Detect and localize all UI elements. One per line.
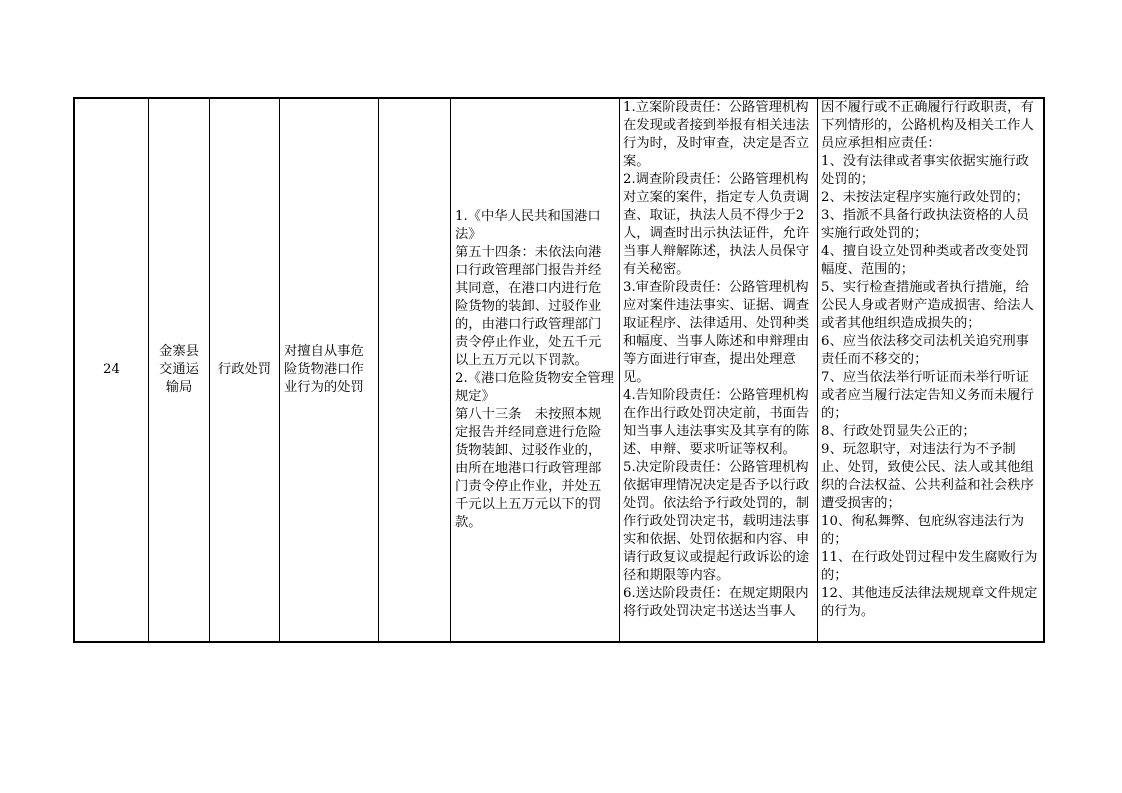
department-name: 金寨县交通运输局 <box>159 344 199 395</box>
legal-basis-line: 第五十四条：未依法向港口行政管理部门报告并经其同意，在港口内进行危险货物的装卸、过驳作业的，由港口行政管理部门责令停止作业，处五千元以上五万元以下罚款。 <box>455 245 602 368</box>
legal-basis-text <box>455 208 614 532</box>
row-number: 24 <box>103 362 120 377</box>
responsibility-text <box>623 99 814 621</box>
responsibility-item: 2.调查阶段责任：公路管理机构对立案的案件，指定专人负责调查、取证，执法人员不得少于2人，调查时出示执法证件，允许当事人辩解陈述，执法人员保守有关秘密。 <box>623 172 810 277</box>
liability-text <box>821 99 1040 621</box>
power-list-table <box>73 97 1045 643</box>
category-cell <box>210 99 279 641</box>
responsibility-cell <box>620 99 817 641</box>
legal-basis-cell <box>451 99 619 641</box>
legal-basis-line: 第八十三条 未按照本规定报告并经同意进行危险货物装卸、过驳作业的，由所在地港口行政管理部门责令停止作业，并处五千元以上五万元以下的罚款。 <box>455 407 602 530</box>
item-name-cell <box>280 99 378 641</box>
liability-item: 3、指派不具备行政执法资格的人员实施行政处罚的； <box>821 208 1029 241</box>
liability-cell <box>818 99 1043 641</box>
responsibility-item: 3.审查阶段责任：公路管理机构应对案件违法事实、证据、调查取证程序、法律适用、处罚种类和幅度、当事人陈述和申辩理由等方面进行审查，提出处理意见。 <box>623 280 810 385</box>
sub-item-cell <box>379 99 450 641</box>
liability-item: 因不履行或不正确履行行政职责，有下列情形的，公路机构及相关工作人员应承担相应责任： <box>821 100 1034 151</box>
row-number-cell <box>75 99 148 641</box>
liability-item: 1、没有法律或者事实依据实施行政处罚的； <box>821 154 1029 187</box>
responsibility-item: 4.告知阶段责任：公路管理机构在作出行政处罚决定前，书面告知当事人违法事实及其享有的陈述、申辩、要求听证等权利。 <box>623 388 810 457</box>
liability-item: 11、在行政处罚过程中发生腐败行为的； <box>821 550 1038 583</box>
liability-item: 12、其他违反法律法规规章文件规定的行为。 <box>821 586 1038 619</box>
responsibility-item: 5.决定阶段责任：公路管理机构依据审理情况决定是否予以行政处罚。依法给予行政处罚的，制作行政处罚决定书，载明违法事实和依据、处罚依据和内容、申请行政复议或提起行政诉讼的途径和期限等内容。 <box>623 460 810 583</box>
liability-item: 8、行政处罚显失公正的； <box>821 424 976 439</box>
responsibility-item: 1.立案阶段责任：公路管理机构在发现或者接到举报有相关违法行为时，及时审查，决定是否立案。 <box>623 100 810 169</box>
liability-item: 2、未按法定程序实施行政处罚的； <box>821 190 1029 205</box>
liability-item: 9、玩忽职守，对违法行为不予制止、处罚，致使公民、法人或其他组织的合法权益、公共利益和社会秩序遭受损害的； <box>821 442 1034 511</box>
power-category: 行政处罚 <box>217 362 272 377</box>
responsibility-item: 6.送达阶段责任：在规定期限内将行政处罚决定书送达当事人 <box>623 586 809 619</box>
legal-basis-line: 2.《港口危险货物安全管理规定》 <box>455 371 614 404</box>
department-cell <box>149 99 209 641</box>
legal-basis-line: 1.《中华人民共和国港口法》 <box>455 209 601 242</box>
liability-item: 5、实行检查措施或者执行措施，给公民人身或者财产造成损害、给法人或者其他组织造成损失的； <box>821 280 1034 331</box>
liability-item: 6、应当依法移交司法机关追究刑事责任而不移交的； <box>821 334 1029 367</box>
liability-item: 4、擅自设立处罚种类或者改变处罚幅度、范围的； <box>821 244 1029 277</box>
liability-item: 7、应当依法举行听证而未举行听证或者应当履行法定告知义务而未履行的； <box>821 370 1034 421</box>
liability-item: 10、徇私舞弊、包庇纵容违法行为的； <box>821 514 1025 547</box>
power-item-name: 对擅自从事危险货物港口作业行为的处罚 <box>284 344 364 395</box>
